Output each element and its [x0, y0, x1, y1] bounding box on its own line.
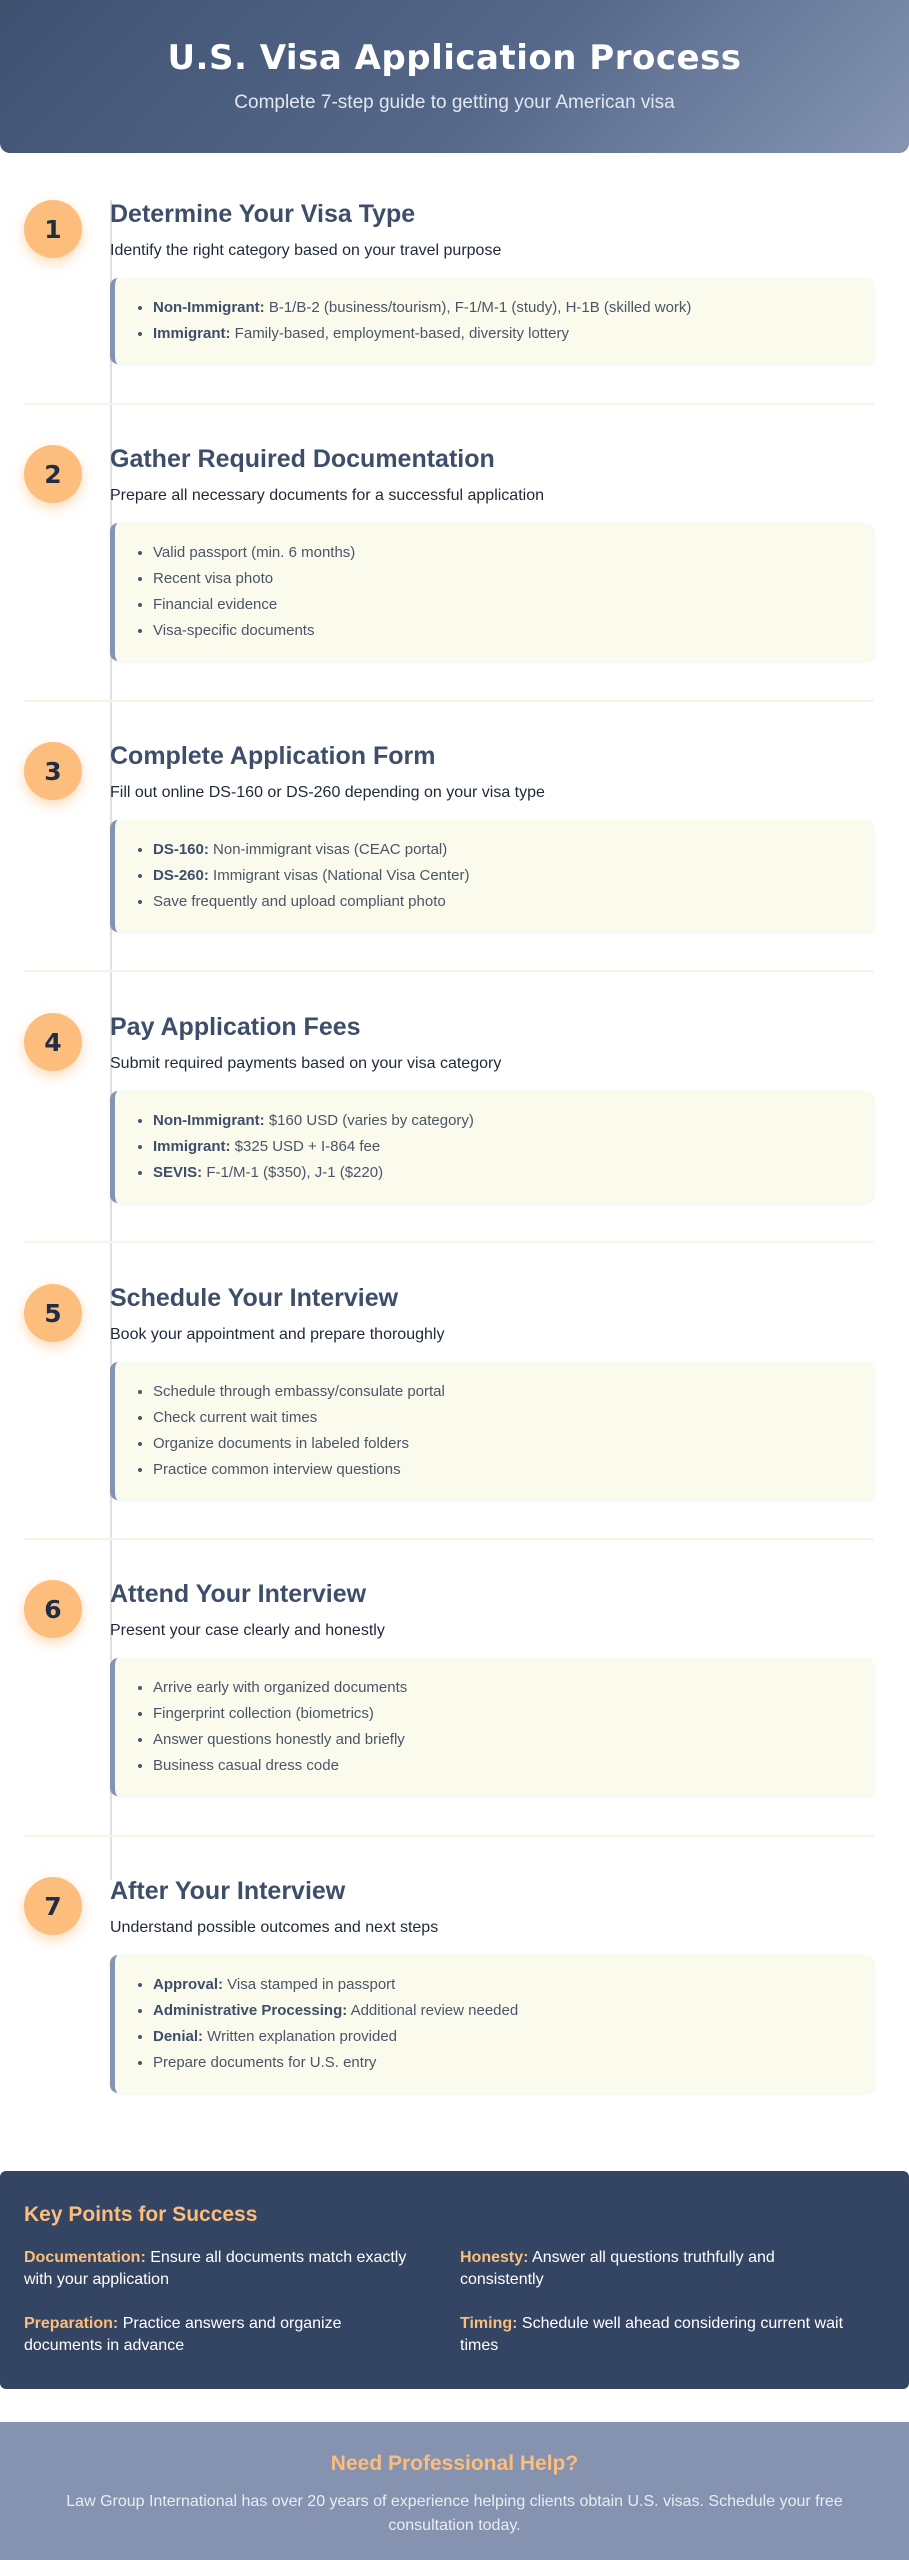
list-item [153, 1972, 874, 1998]
key-point-timing [460, 2313, 855, 2357]
step-title: Gather Required Documentation [110, 445, 495, 473]
list-item: • Business casual dress code [153, 1753, 874, 1779]
list-item [153, 863, 874, 889]
step-title: Determine Your Visa Type [110, 200, 416, 228]
step-title: Pay Application Fees [110, 1013, 361, 1041]
item-label: Administrative Processing: [153, 2002, 348, 2019]
key-point-label: Documentation: [24, 2249, 146, 2266]
list-item: • Practice common interview questions [153, 1457, 874, 1483]
item-label: Non-Immigrant: [153, 1112, 265, 1129]
list-item: • Organize documents in labeled folders [153, 1431, 874, 1457]
list-item: • Save frequently and upload compliant photo [153, 889, 874, 915]
step-title: After Your Interview [110, 1877, 346, 1905]
step-number-badge: 1 [24, 200, 82, 258]
list-item: • Answer questions honestly and briefly [153, 1727, 874, 1753]
page-subtitle: Complete 7-step guide to getting your American visa [234, 92, 675, 113]
step-subtitle: Identify the right category based on your travel purpose [110, 242, 502, 259]
item-text: Immigrant visas (National Visa Center) [208, 867, 470, 884]
item-label: Approval: [153, 1976, 224, 1993]
step-number-badge: 2 [24, 445, 82, 503]
key-points-section [0, 2171, 909, 2389]
list-item: • Prepare documents for U.S. entry [153, 2050, 874, 2076]
list-item: • Financial evidence [153, 592, 874, 618]
list-item: • Arrive early with organized documents [153, 1675, 874, 1701]
step-title: Complete Application Form [110, 742, 436, 770]
step-number-badge: 4 [24, 1013, 82, 1071]
key-point-honesty [460, 2247, 855, 2291]
step-divider [24, 1241, 874, 1243]
list-item [153, 2024, 874, 2050]
item-text: Family-based, employment-based, diversity lottery [230, 325, 569, 342]
key-point-text: Schedule well ahead considering current wait times [460, 2315, 844, 2354]
help-text: Law Group International has over 20 years of experience helping clients obtain U.S. visas. Schedule your free consultation today. [66, 2493, 843, 2534]
list-item: • Check current wait times [153, 1405, 874, 1431]
step-details-box [110, 820, 874, 932]
list-item: • Visa-specific documents [153, 618, 874, 644]
item-text: $160 USD (varies by category) [264, 1112, 474, 1129]
list-item: • Recent visa photo [153, 566, 874, 592]
step-divider [24, 1538, 874, 1540]
key-point-text: Answer all questions truthfully and consistently [460, 2249, 775, 2288]
item-text: Additional review needed [347, 2002, 519, 2019]
step-details-box [110, 1091, 874, 1203]
item-label: Immigrant: [153, 325, 231, 342]
list-item: • Valid passport (min. 6 months) [153, 540, 874, 566]
step-subtitle: Prepare all necessary documents for a successful application [110, 487, 544, 504]
help-section [0, 2422, 909, 2560]
item-text: $325 USD + I-864 fee [230, 1138, 381, 1155]
list-item: • Schedule through embassy/consulate portal [153, 1379, 874, 1405]
list-item: • Fingerprint collection (biometrics) [153, 1701, 874, 1727]
item-text: Non-immigrant visas (CEAC portal) [208, 841, 448, 858]
list-item [153, 1998, 874, 2024]
step-subtitle: Book your appointment and prepare thoroughly [110, 1326, 445, 1343]
step-title: Attend Your Interview [110, 1580, 367, 1608]
list-item [153, 295, 874, 321]
help-title: Need Professional Help? [330, 2452, 579, 2475]
item-text: F-1/M-1 ($350), J-1 ($220) [202, 1164, 384, 1181]
key-point-text: Ensure all documents match exactly with your application [24, 2249, 407, 2288]
key-point-label: Honesty: [460, 2249, 529, 2266]
step-subtitle: Fill out online DS-160 or DS-260 depending on your visa type [110, 784, 545, 801]
step-divider [24, 1835, 874, 1837]
step-number-badge: 7 [24, 1877, 82, 1935]
step-number-badge: 6 [24, 1580, 82, 1638]
page-title: U.S. Visa Application Process [167, 38, 742, 78]
item-text: Written explanation provided [203, 2028, 398, 2045]
item-label: DS-160: [153, 841, 209, 858]
step-number-badge: 3 [24, 742, 82, 800]
item-text: Visa stamped in passport [223, 1976, 396, 1993]
key-point-label: Preparation: [24, 2315, 119, 2332]
step-subtitle: Understand possible outcomes and next steps [110, 1919, 439, 1936]
key-point-documentation [24, 2247, 419, 2291]
step-number-badge: 5 [24, 1284, 82, 1342]
list-item [153, 837, 874, 863]
list-item [153, 1134, 874, 1160]
step-details-box [110, 1955, 874, 2093]
step-divider [24, 700, 874, 702]
step-details-box [110, 1658, 874, 1796]
list-item [153, 321, 874, 347]
step-details-box [110, 1362, 874, 1500]
step-divider [24, 403, 874, 405]
item-label: Non-Immigrant: [153, 299, 265, 316]
item-label: Immigrant: [153, 1138, 231, 1155]
key-point-label: Timing: [460, 2315, 518, 2332]
list-item [153, 1108, 874, 1134]
step-details-box [110, 523, 874, 661]
item-label: DS-260: [153, 867, 209, 884]
step-details-box [110, 278, 874, 364]
step-title: Schedule Your Interview [110, 1284, 399, 1312]
step-subtitle: Submit required payments based on your visa category [110, 1055, 502, 1072]
key-point-text: Practice answers and organize documents in advance [24, 2315, 342, 2354]
key-point-preparation [24, 2313, 419, 2357]
item-text: B-1/B-2 (business/tourism), F-1/M-1 (study), H-1B (skilled work) [264, 299, 692, 316]
step-divider [24, 970, 874, 972]
page-header [0, 0, 909, 153]
step-subtitle: Present your case clearly and honestly [110, 1622, 385, 1639]
item-label: Denial: [153, 2028, 204, 2045]
list-item [153, 1160, 874, 1186]
item-label: SEVIS: [153, 1164, 203, 1181]
key-points-title: Key Points for Success [24, 2203, 258, 2226]
